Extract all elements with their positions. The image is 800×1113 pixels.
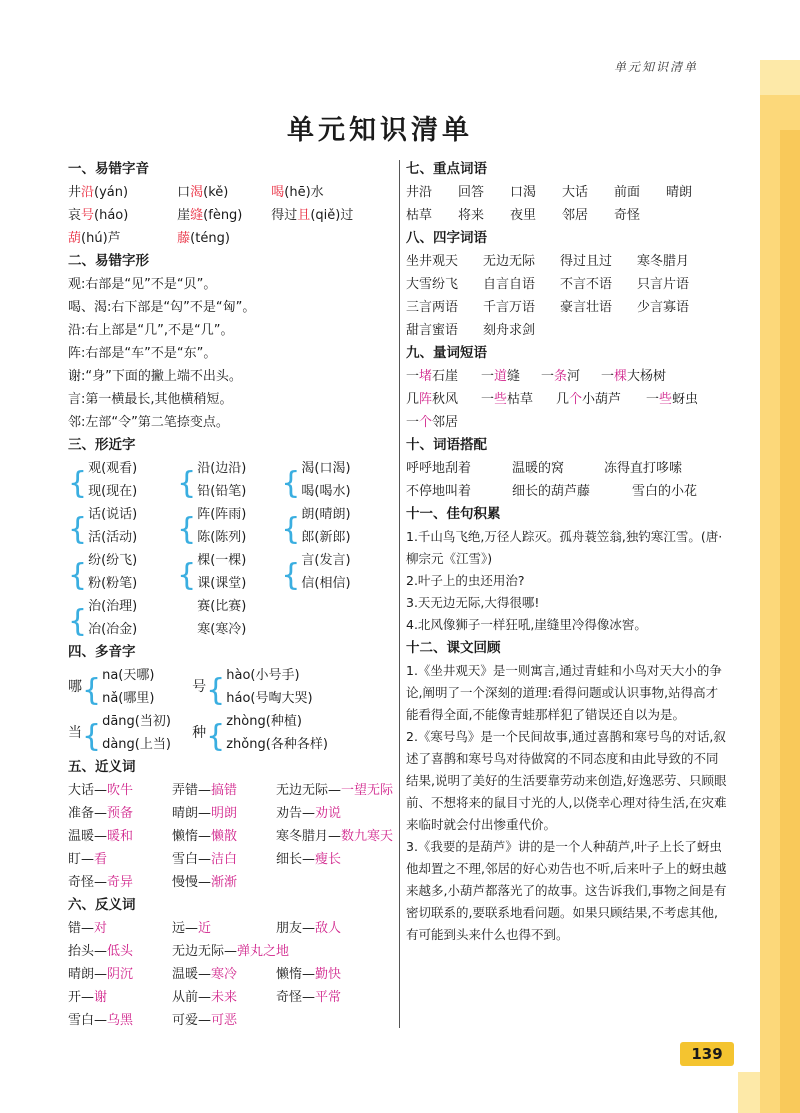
polyphone-row: 哪 { na(天哪) nǎ(哪里) 号 { hào(小号手) háo(号啕大哭) <box>68 668 313 708</box>
collocation-row: 呼呼地刮着 温暖的窝 冻得直打哆嗦 <box>406 461 683 476</box>
section-heading: 六、反义词 <box>68 897 136 913</box>
word-row: 大雪纷飞 自言自语 不言不语 只言片语 <box>406 277 690 292</box>
review-item: 3.《我要的是葫芦》讲的是一个人种葫芦,叶子上长了蚜虫他却置之不理,邻居的好心劝告也不听,后来叶子上的蚜虫越来越多,小葫芦都落光了的故事。这告诉我们,事物之间是有密切联系的,要联系地看问题。如果只顾结果,不考虑其他,有可能到头来什么也得不到。 <box>406 839 727 942</box>
brace-icon: { <box>82 673 102 708</box>
list-item: 谢:“身”下面的撇上端不出头。 <box>68 369 242 384</box>
section-heading: 十、词语搭配 <box>406 437 487 453</box>
polyphone-row: 当 { dāng(当初) dàng(上当) 种 { zhòng(种植) zhǒng(各种各样) <box>68 714 328 754</box>
brace-icon: { <box>281 466 301 501</box>
word-pair-row: 错—对 远—近 朋友—敌人 <box>68 921 342 936</box>
word-pair-row: 准备—预备 晴朗—明朗 劝告—劝说 <box>68 806 342 821</box>
review-item: 1.《坐井观天》是一则寓言,通过青蛙和小鸟对天大小的争论,阐明了一个深刻的道理:看得问题或认识事物,站得高才能看得全面,不能像青蛙那样犯了错误还自以为是。 <box>406 663 722 722</box>
brace-icon: { <box>206 719 226 754</box>
page-number: 139 <box>680 1042 734 1066</box>
sentence-item: 3.天无边无际,大得很哪! <box>406 595 540 610</box>
brace-icon: { <box>281 512 301 547</box>
list-item: 葫(hú)芦 藤(téng) <box>68 231 230 246</box>
page-edge-layer <box>780 130 800 1113</box>
char-group-row: { 话(说话) 活(活动) { 阵(阵雨) 陈(陈列) { 朗(晴朗) 郎(新郎) <box>68 507 351 547</box>
column-divider <box>399 160 400 1028</box>
word-pair-row: 奇怪—奇异 慢慢—渐渐 <box>68 875 238 890</box>
right-column <box>406 158 730 946</box>
char-group-row: { 纷(纷飞) 粉(粉笔) { 棵(一棵) 课(课堂) { 言(发言) 信(相信) <box>68 553 351 593</box>
list-item: 言:第一横最长,其他横稍短。 <box>68 392 233 407</box>
sentence-item: 2.叶子上的虫还用治? <box>406 573 525 588</box>
word-pair-row: 盯—看 雪白—洁白 细长—瘦长 <box>68 852 342 867</box>
running-header: 单元知识清单 <box>613 60 698 74</box>
section-heading: 一、易错字音 <box>68 161 149 177</box>
list-item: 哀号(háo) 崖缝(fèng) 得过且(qiě)过 <box>68 208 354 223</box>
list-item: 观:右部是“见”不是“贝”。 <box>68 277 217 292</box>
brace-icon: { <box>206 673 226 708</box>
char-group-row: { 观(观看) 现(现在) { 沿(边沿) 铅(铅笔) { 渴(口渴) 喝(喝水) <box>68 461 351 501</box>
word-pair-row: 雪白—乌黑 可爱—可恶 <box>68 1013 238 1028</box>
brace-icon: { <box>68 466 88 501</box>
word-row: 坐井观天 无边无际 得过且过 寒冬腊月 <box>406 254 690 269</box>
section-heading: 十二、课文回顾 <box>406 640 501 656</box>
list-item: 邻:左部“令”第二笔捺变点。 <box>68 415 229 430</box>
page-title: 单元知识清单 <box>287 115 473 146</box>
word-row: 枯草 将来 夜里 邻居 奇怪 <box>406 208 641 223</box>
section-heading: 十一、佳句积累 <box>406 506 501 522</box>
section-heading: 五、近义词 <box>68 759 136 775</box>
section-heading: 二、易错字形 <box>68 253 149 269</box>
brace-icon: { <box>82 719 102 754</box>
section-heading: 九、量词短语 <box>406 345 487 361</box>
brace-icon: { <box>177 558 197 593</box>
sentence-item: 1.千山鸟飞绝,万径人踪灭。孤舟蓑笠翁,独钓寒江雪。(唐·柳宗元《江雪》) <box>406 529 723 566</box>
collocation-row: 不停地叫着 细长的葫芦藤 雪白的小花 <box>406 484 698 499</box>
brace-icon: { <box>177 512 197 547</box>
list-item: 阵:右部是“车”不是“东”。 <box>68 346 217 361</box>
brace-icon: { <box>68 604 88 639</box>
section-heading: 三、形近字 <box>68 437 136 453</box>
word-row: 甜言蜜语 刻舟求剑 <box>406 323 536 338</box>
list-item: 沿:右上部是“几”,不是“几”。 <box>68 323 234 338</box>
measure-word-row: 一个邻居 <box>406 415 459 430</box>
char-group-row: { 治(治理) 冶(冶金) 赛(比赛) 寒(寒冷) <box>68 599 247 639</box>
word-pair-row: 温暖—暖和 懒惰—懒散 寒冬腊月—数九寒天 <box>68 829 394 844</box>
left-column <box>68 158 393 1032</box>
brace-icon: { <box>68 558 88 593</box>
word-pair-row: 抬头—低头 无边无际—弹丸之地 <box>68 944 290 959</box>
section-heading: 四、多音字 <box>68 644 136 660</box>
list-item: 井沿(yán) 口渴(kě) 喝(hē)水 <box>68 185 324 200</box>
word-pair-row: 晴朗—阴沉 温暖—寒冷 懒惰—勤快 <box>68 967 342 982</box>
brace-icon: { <box>68 512 88 547</box>
section-heading: 七、重点词语 <box>406 161 487 177</box>
word-row: 井沿 回答 口渴 大话 前面 晴朗 <box>406 185 693 200</box>
review-item: 2.《寒号鸟》是一个民间故事,通过喜鹊和寒号鸟的对话,叙述了喜鹊和寒号鸟对待做窝的不同态度和由此导致的不同结果,说明了美好的生活要靠劳动来创造,好逸恶劳、只顾眼前、不想将来的鼠目寸光的人,以侥幸心理对待生活,在灾难来临时就会付出惨重代价。 <box>406 729 727 832</box>
list-item: 喝、渴:右下部是“匃”不是“匈”。 <box>68 300 256 315</box>
word-pair-row: 大话—吹牛 弄错—搞错 无边无际—一望无际 <box>68 783 394 798</box>
word-row: 三言两语 千言万语 豪言壮语 少言寡语 <box>406 300 690 315</box>
section-heading: 八、四字词语 <box>406 230 487 246</box>
sentence-item: 4.北风像狮子一样狂吼,崖缝里冷得像冰窖。 <box>406 617 647 632</box>
brace-icon: { <box>281 558 301 593</box>
word-pair-row: 开—谢 从前—未来 奇怪—平常 <box>68 990 342 1005</box>
brace-icon: { <box>177 466 197 501</box>
measure-word-row: 几阵秋风 一些枯草 几个小葫芦 一些蚜虫 <box>406 392 699 407</box>
measure-word-row: 一堵石崖 一道缝 一条河 一棵大杨树 <box>406 369 667 384</box>
